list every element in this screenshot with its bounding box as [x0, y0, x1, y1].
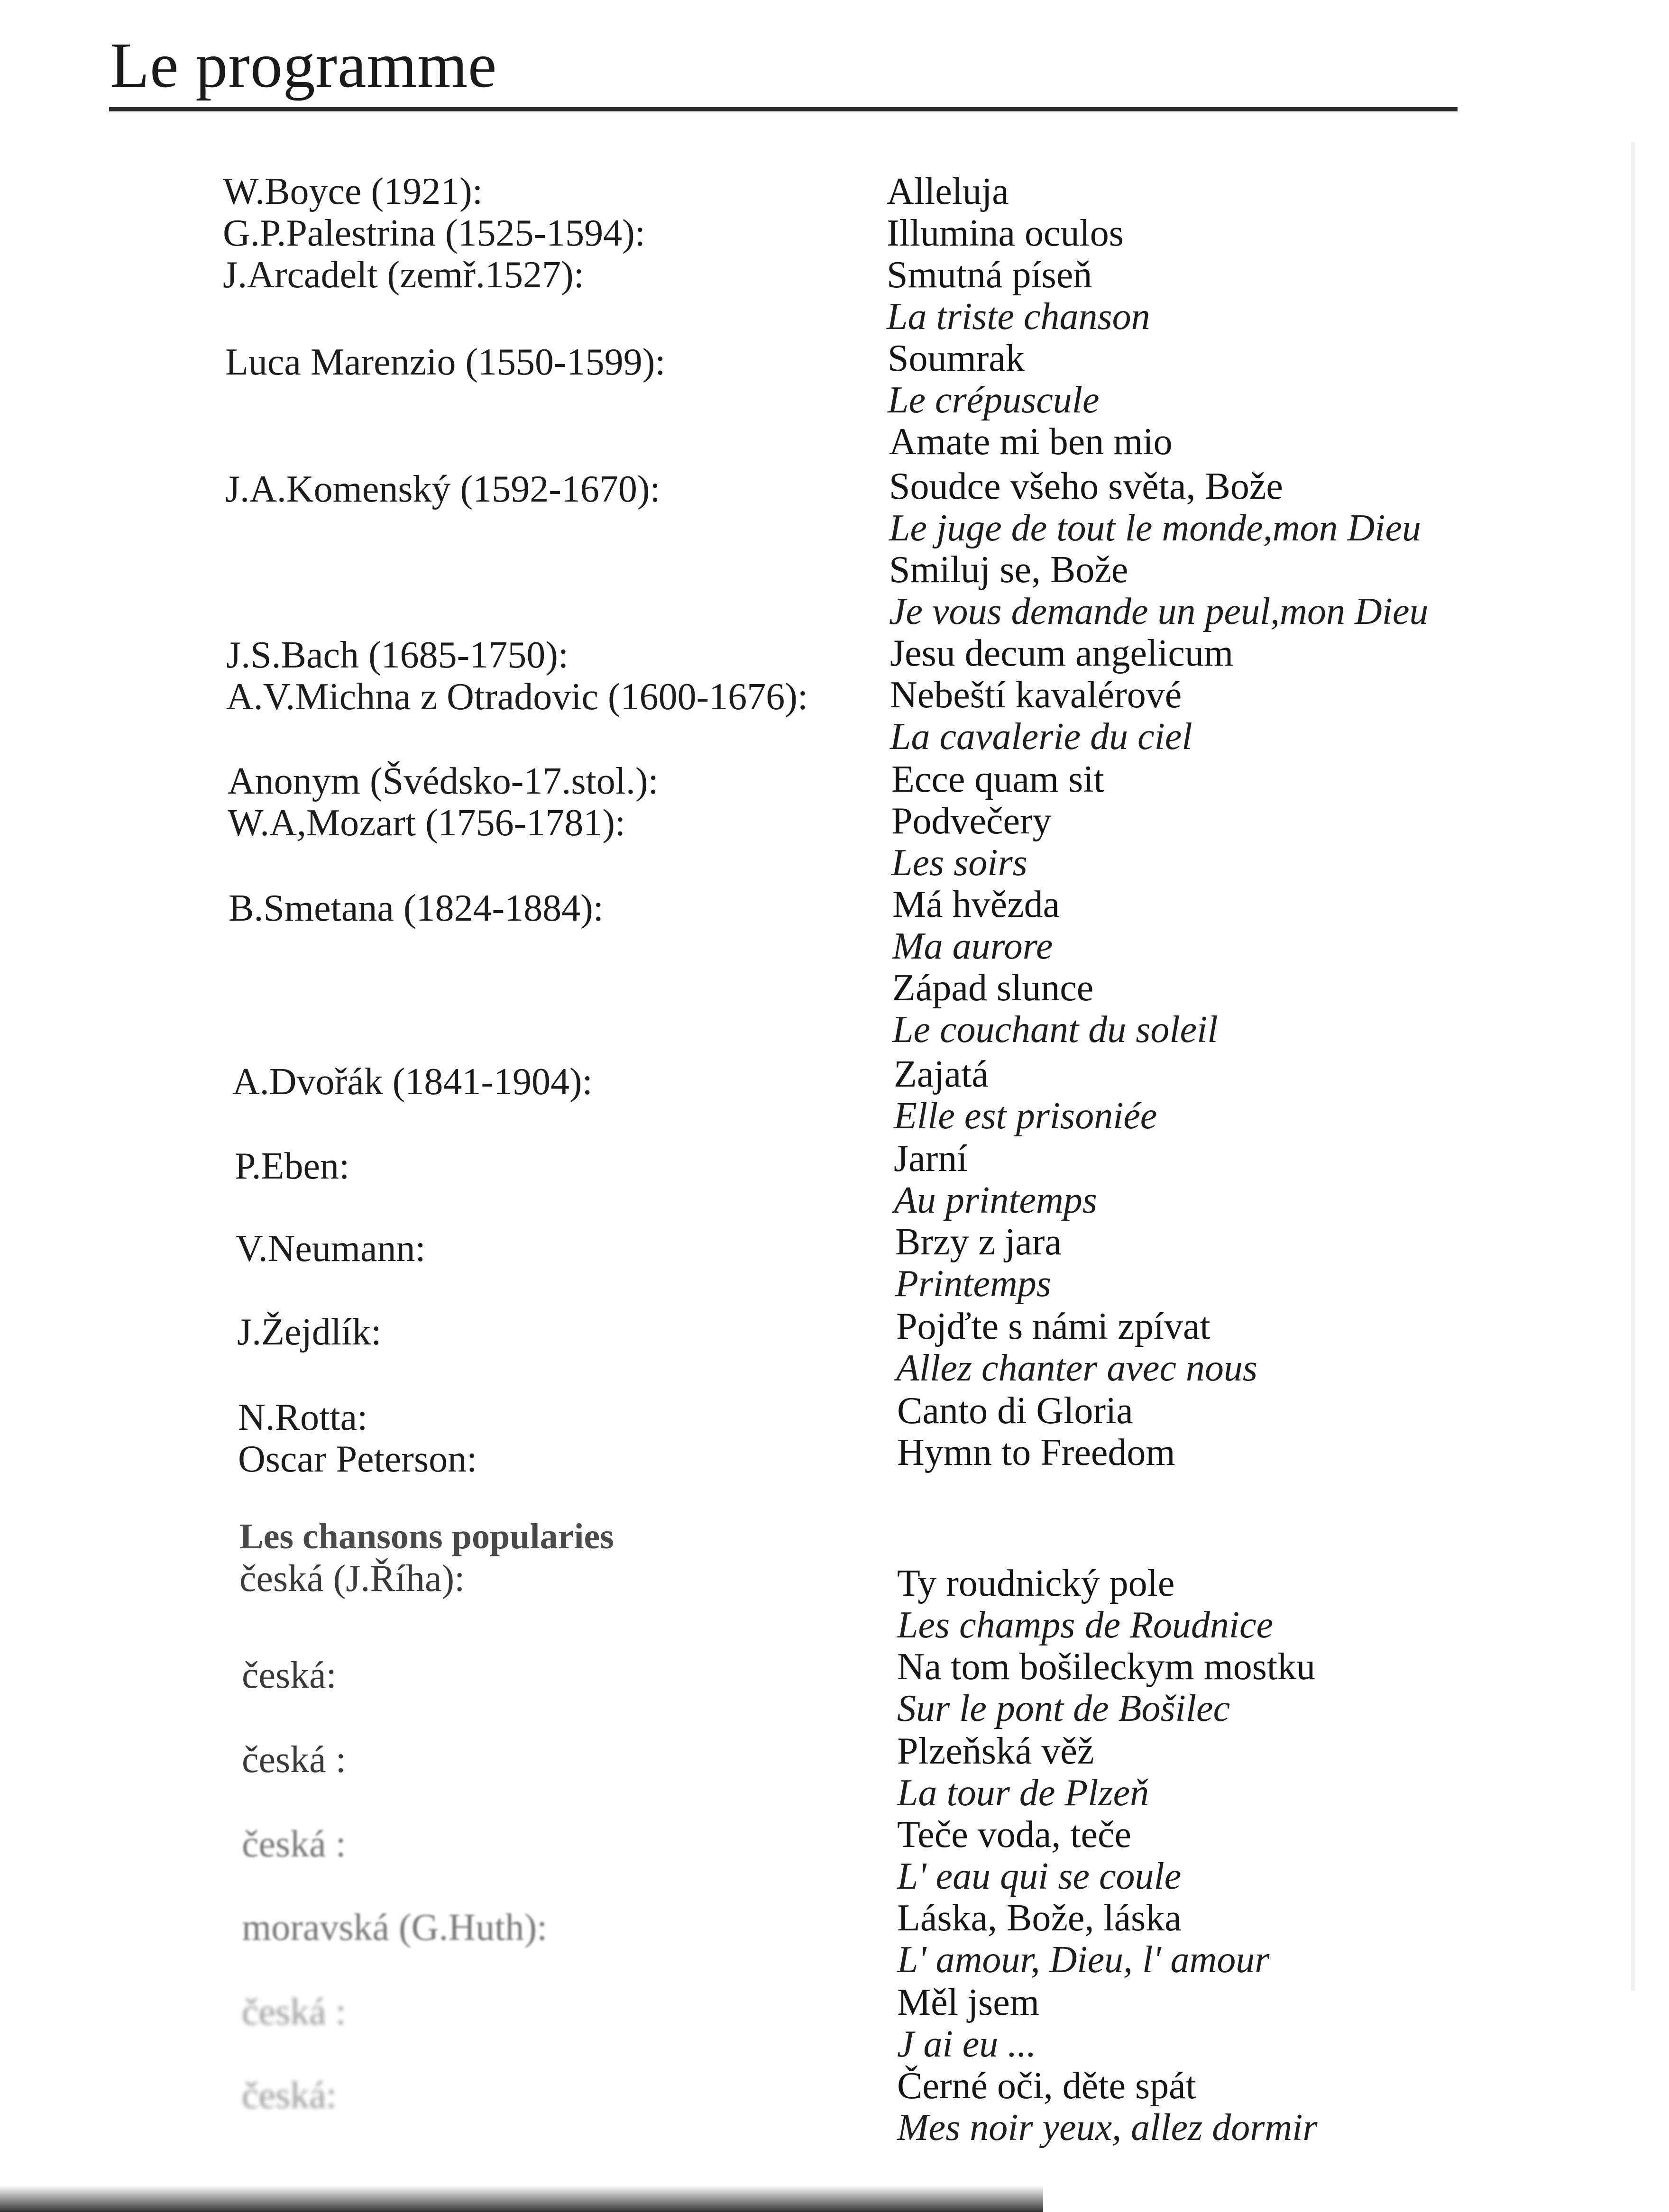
- piece-title-french: Le crépuscule: [888, 379, 1100, 421]
- piece-title: Pojďte s námi zpívat: [896, 1306, 1210, 1347]
- piece-title: Hymn to Freedom: [897, 1432, 1175, 1473]
- composer-name: J.S.Bach (1685-1750):: [226, 634, 569, 676]
- composer-name: W.Boyce (1921):: [223, 171, 483, 212]
- composer-name: W.A,Mozart (1756-1781):: [228, 802, 626, 844]
- piece-title-french: Le juge de tout le monde,mon Dieu: [889, 507, 1421, 549]
- composer-name: A.Dvořák (1841-1904):: [232, 1061, 593, 1103]
- song-origin: česká :: [242, 1739, 346, 1781]
- piece-title: Má hvězda: [892, 884, 1060, 925]
- piece-title: Jesu decum angelicum: [890, 632, 1234, 674]
- piece-title: Černé oči, děte spát: [897, 2065, 1196, 2107]
- piece-title-french: Ma aurore: [892, 925, 1053, 967]
- piece-title: Západ slunce: [892, 967, 1094, 1009]
- composer-name: J.Arcadelt (zemř.1527):: [223, 254, 584, 296]
- piece-title-french: Le couchant du soleil: [892, 1009, 1218, 1051]
- piece-title-french: Au printemps: [894, 1179, 1097, 1221]
- piece-title: Canto di Gloria: [897, 1390, 1133, 1432]
- composer-name: J.Žejdlík:: [237, 1311, 382, 1353]
- piece-title: Podvečery: [891, 800, 1052, 842]
- composer-name: N.Rotta:: [238, 1397, 368, 1438]
- piece-title-french: La tour de Plzeň: [897, 1772, 1149, 1814]
- piece-title: Měl jsem: [897, 1982, 1039, 2023]
- composer-name: B.Smetana (1824-1884):: [229, 887, 604, 929]
- piece-title: Jarní: [894, 1138, 968, 1179]
- scan-bottom-shadow: [0, 2185, 1043, 2212]
- piece-title: Illumina oculos: [887, 212, 1124, 254]
- piece-title-french: Printemps: [895, 1263, 1051, 1305]
- piece-title: Ecce quam sit: [891, 759, 1104, 800]
- piece-title-french: Les soirs: [891, 842, 1027, 884]
- piece-title-french: J ai eu ...: [897, 2023, 1036, 2065]
- piece-title: Smiluj se, Bože: [889, 549, 1128, 591]
- piece-title: Ty roudnický pole: [897, 1563, 1175, 1604]
- piece-title-french: Sur le pont de Bošilec: [897, 1688, 1230, 1729]
- song-origin: česká:: [242, 1654, 337, 1696]
- section-heading-folk-songs: Les chansons popularies: [239, 1517, 614, 1556]
- piece-title: Nebeští kavalérové: [890, 674, 1182, 716]
- piece-title: Teče voda, teče: [897, 1814, 1132, 1856]
- piece-title: Na tom bošileckym mostku: [897, 1646, 1316, 1688]
- piece-title-french: La cavalerie du ciel: [890, 716, 1192, 758]
- piece-title: Zajatá: [894, 1053, 989, 1095]
- song-origin: česká :: [242, 1991, 346, 2033]
- piece-title: Amate mi ben mio: [889, 421, 1173, 463]
- piece-title: Plzeňská věž: [897, 1730, 1094, 1772]
- piece-title-french: Allez chanter avec nous: [896, 1347, 1257, 1389]
- piece-title-french: Mes noir yeux, allez dormir: [897, 2107, 1318, 2148]
- piece-title-french: La triste chanson: [887, 296, 1150, 338]
- song-origin: česká:: [242, 2075, 337, 2116]
- composer-name: V.Neumann:: [236, 1228, 426, 1270]
- composer-name: A.V.Michna z Otradovic (1600-1676):: [226, 676, 808, 718]
- composer-name: Oscar Peterson:: [238, 1438, 477, 1480]
- song-origin: česká (J.Říha):: [239, 1558, 465, 1600]
- piece-title-french: Les champs de Roudnice: [897, 1604, 1274, 1646]
- title-divider: [109, 107, 1458, 111]
- piece-title: Smutná píseň: [887, 254, 1092, 296]
- composer-name: Anonym (Švédsko-17.stol.):: [228, 760, 659, 802]
- page-title: Le programme: [110, 30, 497, 101]
- piece-title-french: Elle est prisoniée: [894, 1095, 1157, 1137]
- piece-title: Alleluja: [887, 171, 1009, 212]
- piece-title-french: L' eau qui se coule: [897, 1856, 1182, 1897]
- piece-title-french: Je vous demande un peul,mon Dieu: [889, 591, 1429, 632]
- piece-title: Soumrak: [888, 338, 1025, 379]
- page-edge-shadow: [1631, 142, 1635, 1991]
- composer-name: P.Eben:: [235, 1145, 350, 1187]
- piece-title: Brzy z jara: [895, 1221, 1062, 1263]
- composer-name: J.A.Komenský (1592-1670):: [225, 468, 660, 510]
- piece-title: Soudce všeho světa, Bože: [889, 466, 1283, 507]
- piece-title: Láska, Bože, láska: [897, 1897, 1182, 1939]
- composer-name: G.P.Palestrina (1525-1594):: [223, 212, 646, 254]
- song-origin: česká :: [242, 1823, 346, 1865]
- composer-name: Luca Marenzio (1550-1599):: [225, 341, 666, 383]
- piece-title-french: L' amour, Dieu, l' amour: [897, 1939, 1270, 1981]
- song-origin: moravská (G.Huth):: [242, 1907, 548, 1948]
